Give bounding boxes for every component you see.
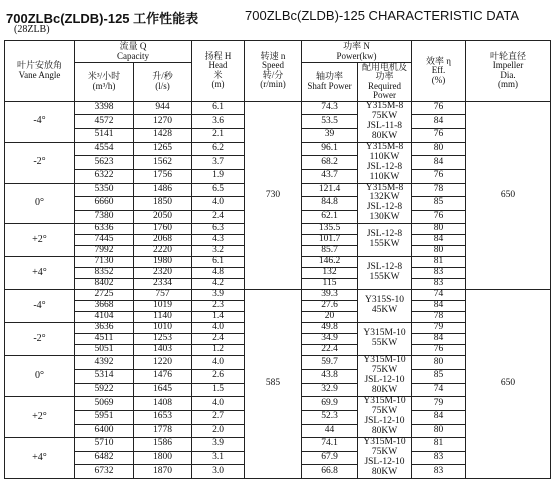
motor-line: 155KW xyxy=(369,239,400,250)
model-subtitle: (28ZLB) xyxy=(14,24,50,35)
flow-ls-cell: 1019 xyxy=(134,301,192,312)
flow-ls-cell: 1428 xyxy=(134,129,192,143)
shaft-power-cell: 22.4 xyxy=(302,345,358,356)
head-cell: 4.0 xyxy=(192,397,245,411)
efficiency-cell: 79 xyxy=(412,323,466,334)
efficiency-cell: 79 xyxy=(412,397,466,411)
shaft-power-cell: 44 xyxy=(302,424,358,438)
motor-line: JSL-12-8 xyxy=(366,262,403,273)
flow-ls-cell: 1486 xyxy=(134,183,192,197)
flow-ls-cell: 757 xyxy=(134,290,192,301)
flow-m3h-cell: 8352 xyxy=(75,268,134,279)
flow-m3h-cell: 7130 xyxy=(75,257,134,268)
flow-ls-cell: 1850 xyxy=(134,197,192,211)
motor-line: 75KW xyxy=(371,110,398,121)
head-cell: 4.2 xyxy=(192,279,245,290)
efficiency-cell: 78 xyxy=(412,312,466,323)
motor-line: JSL-12-10 xyxy=(364,457,405,468)
shaft-power-cell: 69.9 xyxy=(302,397,358,411)
shaft-power-cell: 132 xyxy=(302,268,358,279)
motor-line: 75KW xyxy=(371,406,398,417)
vane-angle-cell: +2° xyxy=(5,224,75,257)
header xyxy=(0,0,554,40)
motor-line: 110KW xyxy=(369,171,400,182)
motor-line: 110KW xyxy=(369,151,400,162)
head-cell: 2.1 xyxy=(192,129,245,143)
flow-ls-cell: 2050 xyxy=(134,210,192,224)
header-vane-angle: 叶片安放角 Vane Angle xyxy=(5,41,75,102)
flow-ls-cell: 1140 xyxy=(134,312,192,323)
flow-m3h-cell: 5710 xyxy=(75,438,134,452)
characteristic-table xyxy=(4,40,551,479)
shaft-power-cell: 84.8 xyxy=(302,197,358,211)
header-speed: 转速 n Speed 转/分 (r/min) xyxy=(245,41,302,102)
flow-ls-cell: 1870 xyxy=(134,465,192,479)
flow-m3h-cell: 3668 xyxy=(75,301,134,312)
efficiency-cell: 80 xyxy=(412,424,466,438)
vane-angle-cell: -4° xyxy=(5,101,75,142)
shaft-power-cell: 49.8 xyxy=(302,323,358,334)
efficiency-cell: 80 xyxy=(412,142,466,156)
shaft-power-cell: 121.4 xyxy=(302,183,358,197)
efficiency-cell: 84 xyxy=(412,334,466,345)
efficiency-cell: 84 xyxy=(412,235,466,246)
motor-line: 155KW xyxy=(369,272,400,283)
shaft-power-cell: 68.2 xyxy=(302,156,358,170)
efficiency-cell: 85 xyxy=(412,370,466,384)
efficiency-cell: 83 xyxy=(412,268,466,279)
head-cell: 3.9 xyxy=(192,438,245,452)
required-power-cell xyxy=(358,356,412,397)
header-shaft-power: 轴功率 Shaft Power xyxy=(302,63,358,102)
motor-line: 80KW xyxy=(371,385,398,396)
motor-line: 80KW xyxy=(371,130,398,141)
header-head: 扬程 H Head 米 (m) xyxy=(192,41,245,102)
vane-angle-cell: 0° xyxy=(5,183,75,224)
efficiency-cell: 85 xyxy=(412,197,466,211)
head-cell: 2.4 xyxy=(192,210,245,224)
required-power-cell xyxy=(358,183,412,224)
shaft-power-cell: 43.8 xyxy=(302,370,358,384)
efficiency-cell: 83 xyxy=(412,279,466,290)
vane-angle-cell: +2° xyxy=(5,397,75,438)
head-cell: 4.0 xyxy=(192,323,245,334)
shaft-power-cell: 39.3 xyxy=(302,290,358,301)
vane-angle-cell: +4° xyxy=(5,257,75,290)
flow-m3h-cell: 6400 xyxy=(75,424,134,438)
head-cell: 4.0 xyxy=(192,356,245,370)
flow-m3h-cell: 5069 xyxy=(75,397,134,411)
required-power-cell xyxy=(358,323,412,356)
head-cell: 4.3 xyxy=(192,235,245,246)
shaft-power-cell: 101.7 xyxy=(302,235,358,246)
flow-ls-cell: 1980 xyxy=(134,257,192,268)
header-flow-ls: 升/秒 (l/s) xyxy=(134,63,192,102)
table-row xyxy=(5,290,551,301)
motor-line: Y315M-8 xyxy=(365,100,404,111)
motor-line: Y315M-8 xyxy=(365,182,404,193)
flow-ls-cell: 1653 xyxy=(134,410,192,424)
flow-m3h-cell: 5314 xyxy=(75,370,134,384)
head-cell: 1.2 xyxy=(192,345,245,356)
flow-ls-cell: 1778 xyxy=(134,424,192,438)
motor-line: JSL-12-10 xyxy=(364,416,405,427)
header-capacity: 流量 Q Capacity xyxy=(75,41,192,63)
head-cell: 3.1 xyxy=(192,451,245,465)
header-power: 功率 N Power(kw) xyxy=(302,41,412,63)
flow-m3h-cell: 5922 xyxy=(75,383,134,397)
efficiency-cell: 74 xyxy=(412,383,466,397)
flow-ls-cell: 1270 xyxy=(134,115,192,129)
head-cell: 1.4 xyxy=(192,312,245,323)
required-power-cell xyxy=(358,257,412,290)
flow-m3h-cell: 4554 xyxy=(75,142,134,156)
head-cell: 2.7 xyxy=(192,410,245,424)
flow-m3h-cell: 5623 xyxy=(75,156,134,170)
flow-ls-cell: 1586 xyxy=(134,438,192,452)
motor-line: 55KW xyxy=(371,338,398,349)
flow-m3h-cell: 4511 xyxy=(75,334,134,345)
head-cell: 3.0 xyxy=(192,465,245,479)
efficiency-cell: 83 xyxy=(412,451,466,465)
flow-m3h-cell: 6660 xyxy=(75,197,134,211)
efficiency-cell: 84 xyxy=(412,301,466,312)
head-cell: 6.1 xyxy=(192,257,245,268)
flow-ls-cell: 1760 xyxy=(134,224,192,235)
efficiency-cell: 76 xyxy=(412,169,466,183)
flow-m3h-cell: 7992 xyxy=(75,246,134,257)
head-cell: 2.6 xyxy=(192,370,245,384)
motor-line: 80KW xyxy=(371,426,398,437)
speed-cell: 730 xyxy=(245,101,302,290)
flow-ls-cell: 1403 xyxy=(134,345,192,356)
flow-ls-cell: 1220 xyxy=(134,356,192,370)
head-cell: 6.2 xyxy=(192,142,245,156)
vane-angle-cell: -4° xyxy=(5,290,75,323)
efficiency-cell: 84 xyxy=(412,115,466,129)
motor-line: 45KW xyxy=(371,305,398,316)
header-impeller-dia: 叶轮直径 Impeller Dia. (mm) xyxy=(466,41,551,102)
head-cell: 3.9 xyxy=(192,290,245,301)
motor-line: 75KW xyxy=(371,447,398,458)
required-power-cell xyxy=(358,101,412,142)
efficiency-cell: 83 xyxy=(412,465,466,479)
flow-ls-cell: 2220 xyxy=(134,246,192,257)
flow-m3h-cell: 7380 xyxy=(75,210,134,224)
shaft-power-cell: 59.7 xyxy=(302,356,358,370)
flow-m3h-cell: 3636 xyxy=(75,323,134,334)
table-row xyxy=(5,101,551,115)
shaft-power-cell: 146.2 xyxy=(302,257,358,268)
head-cell: 6.3 xyxy=(192,224,245,235)
flow-ls-cell: 1408 xyxy=(134,397,192,411)
motor-line: 75KW xyxy=(371,365,398,376)
efficiency-cell: 74 xyxy=(412,290,466,301)
efficiency-cell: 80 xyxy=(412,246,466,257)
flow-m3h-cell: 5051 xyxy=(75,345,134,356)
impeller-dia-cell: 650 xyxy=(466,290,551,479)
flow-ls-cell: 1756 xyxy=(134,169,192,183)
flow-m3h-cell: 3398 xyxy=(75,101,134,115)
flow-m3h-cell: 6482 xyxy=(75,451,134,465)
flow-ls-cell: 1253 xyxy=(134,334,192,345)
motor-line: Y315S-10 xyxy=(364,295,405,306)
head-cell: 4.0 xyxy=(192,197,245,211)
flow-ls-cell: 1476 xyxy=(134,370,192,384)
efficiency-cell: 76 xyxy=(412,129,466,143)
shaft-power-cell: 115 xyxy=(302,279,358,290)
shaft-power-cell: 20 xyxy=(302,312,358,323)
flow-m3h-cell: 8402 xyxy=(75,279,134,290)
flow-m3h-cell: 4572 xyxy=(75,115,134,129)
flow-m3h-cell: 6322 xyxy=(75,169,134,183)
motor-line: JSL-11-8 xyxy=(366,120,402,131)
flow-m3h-cell: 5141 xyxy=(75,129,134,143)
flow-ls-cell: 2320 xyxy=(134,268,192,279)
shaft-power-cell: 67.9 xyxy=(302,451,358,465)
efficiency-cell: 80 xyxy=(412,356,466,370)
efficiency-cell: 81 xyxy=(412,257,466,268)
shaft-power-cell: 53.5 xyxy=(302,115,358,129)
shaft-power-cell: 39 xyxy=(302,129,358,143)
vane-angle-cell: 0° xyxy=(5,356,75,397)
efficiency-cell: 78 xyxy=(412,183,466,197)
flow-m3h-cell: 4104 xyxy=(75,312,134,323)
head-cell: 6.5 xyxy=(192,183,245,197)
required-power-cell xyxy=(358,438,412,479)
flow-ls-cell: 2068 xyxy=(134,235,192,246)
flow-m3h-cell: 4392 xyxy=(75,356,134,370)
required-power-cell xyxy=(358,224,412,257)
header-flow-m3h: 米³/小时 (m³/h) xyxy=(75,63,134,102)
motor-line: Y315M-10 xyxy=(363,355,406,366)
head-cell: 1.9 xyxy=(192,169,245,183)
motor-line: JSL-12-8 xyxy=(366,202,403,213)
shaft-power-cell: 34.9 xyxy=(302,334,358,345)
vane-angle-cell: -2° xyxy=(5,323,75,356)
efficiency-cell: 84 xyxy=(412,410,466,424)
shaft-power-cell: 27.6 xyxy=(302,301,358,312)
flow-ls-cell: 1645 xyxy=(134,383,192,397)
flow-m3h-cell: 6336 xyxy=(75,224,134,235)
shaft-power-cell: 62.1 xyxy=(302,210,358,224)
flow-m3h-cell: 6732 xyxy=(75,465,134,479)
flow-ls-cell: 1800 xyxy=(134,451,192,465)
header-efficiency: 效率 η Eff. (%) xyxy=(412,41,466,102)
shaft-power-cell: 85.7 xyxy=(302,246,358,257)
motor-line: JSL-12-8 xyxy=(366,229,403,240)
shaft-power-cell: 135.5 xyxy=(302,224,358,235)
motor-line: 132KW xyxy=(369,192,400,203)
efficiency-cell: 80 xyxy=(412,224,466,235)
motor-line: Y315M-8 xyxy=(365,141,404,152)
required-power-cell xyxy=(358,397,412,438)
flow-m3h-cell: 2725 xyxy=(75,290,134,301)
shaft-power-cell: 52.3 xyxy=(302,410,358,424)
title-english: 700ZLBc(ZLDB)-125 CHARACTERISTIC DATA xyxy=(245,8,520,23)
head-cell: 4.8 xyxy=(192,268,245,279)
motor-line: 80KW xyxy=(371,467,398,478)
flow-ls-cell: 1010 xyxy=(134,323,192,334)
shaft-power-cell: 74.3 xyxy=(302,101,358,115)
required-power-cell xyxy=(358,290,412,323)
head-cell: 3.6 xyxy=(192,115,245,129)
efficiency-cell: 76 xyxy=(412,101,466,115)
vane-angle-cell: -2° xyxy=(5,142,75,183)
motor-line: Y315M-10 xyxy=(363,328,406,339)
flow-m3h-cell: 7445 xyxy=(75,235,134,246)
speed-cell: 585 xyxy=(245,290,302,479)
shaft-power-cell: 66.8 xyxy=(302,465,358,479)
shaft-power-cell: 32.9 xyxy=(302,383,358,397)
shaft-power-cell: 43.7 xyxy=(302,169,358,183)
flow-m3h-cell: 5350 xyxy=(75,183,134,197)
shaft-power-cell: 96.1 xyxy=(302,142,358,156)
shaft-power-cell: 74.1 xyxy=(302,438,358,452)
head-cell: 2.4 xyxy=(192,334,245,345)
flow-ls-cell: 1265 xyxy=(134,142,192,156)
efficiency-cell: 76 xyxy=(412,345,466,356)
flow-ls-cell: 944 xyxy=(134,101,192,115)
table-body xyxy=(5,101,551,478)
head-cell: 2.0 xyxy=(192,424,245,438)
flow-ls-cell: 1562 xyxy=(134,156,192,170)
flow-ls-cell: 2334 xyxy=(134,279,192,290)
head-cell: 1.5 xyxy=(192,383,245,397)
motor-line: JSL-12-8 xyxy=(366,161,403,172)
motor-line: JSL-12-10 xyxy=(364,375,405,386)
efficiency-cell: 76 xyxy=(412,210,466,224)
head-cell: 2.3 xyxy=(192,301,245,312)
motor-line: Y315M-10 xyxy=(363,437,406,448)
head-cell: 3.7 xyxy=(192,156,245,170)
flow-m3h-cell: 5951 xyxy=(75,410,134,424)
head-cell: 3.2 xyxy=(192,246,245,257)
efficiency-cell: 81 xyxy=(412,438,466,452)
vane-angle-cell: +4° xyxy=(5,438,75,479)
head-cell: 6.1 xyxy=(192,101,245,115)
efficiency-cell: 84 xyxy=(412,156,466,170)
impeller-dia-cell: 650 xyxy=(466,101,551,290)
motor-line: 130KW xyxy=(369,212,400,223)
required-power-cell xyxy=(358,142,412,183)
header-required-power: 配用电机及功率 Required Power xyxy=(358,63,412,102)
motor-line: Y315M-10 xyxy=(363,396,406,407)
title-chinese: 700ZLBc(ZLDB)-125 工作性能表 xyxy=(6,11,199,26)
